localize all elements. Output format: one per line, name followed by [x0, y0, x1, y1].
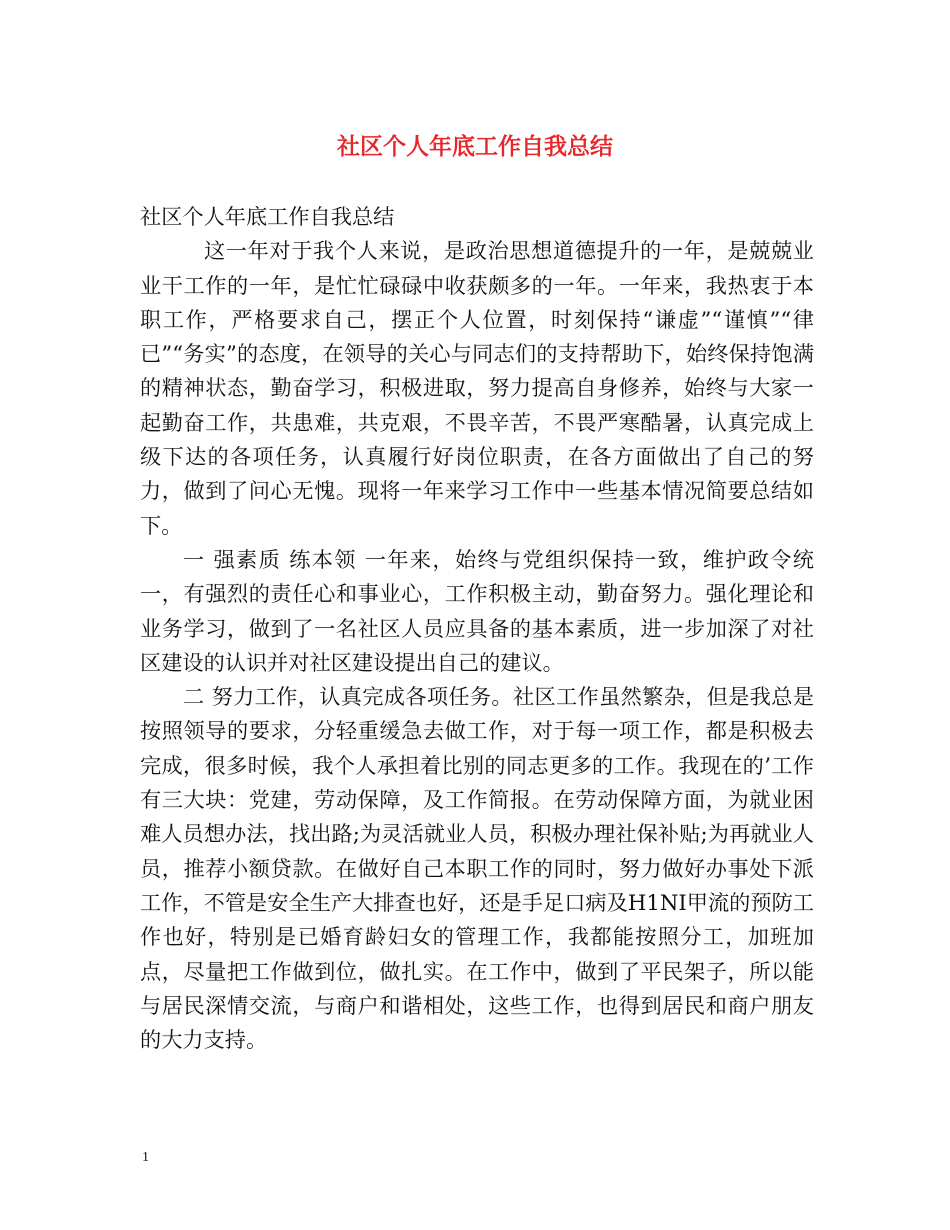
page-number: 1	[142, 1150, 149, 1165]
paragraph-intro: 这一年对于我个人来说，是政治思想道德提升的一年，是兢兢业业干工作的一年，是忙忙碌碌中收获颇多的一年。一年来，我热衷于本职工作，严格要求自己，摆正个人位置，时刻保持“谦虚”“谨慎”“律已”“务实”的态度，在领导的关心与同志们的支持帮助下，始终保持饱满的精神状态，勤奋学习，积极进取，努力提高自身修养，始终与大家一起勤奋工作，共患难，共克艰，不畏辛苦，不畏严寒酷暑，认真完成上级下达的各项任务，认真履行好岗位职责，在各方面做出了自己的努力，做到了问心无愧。现将一年来学习工作中一些基本情况简要总结如下。	[140, 238, 814, 538]
document-body	[140, 200, 814, 1057]
document-title: 社区个人年底工作自我总结	[337, 133, 613, 160]
document-subtitle: 社区个人年底工作自我总结	[140, 204, 395, 229]
paragraph-section-two: 二 努力工作，认真完成各项任务。社区工作虽然繁杂，但是我总是按照领导的要求，分轻重缓急去做工作，对于每一项工作，都是积极去完成，很多时候，我个人承担着比别的同志更多的工作。我现在的’工作有三大块：党建，劳动保障，及工作简报。在劳动保障方面，为就业困难人员想办法，找出路;为灵活就业人员，积极办理社保补贴;为再就业人员，推荐小额贷款。在做好自己本职工作的同时，努力做好办事处下派工作，不管是安全生产大排查也好，还是手足口病及H1NI甲流的预防工作也好，特别是已婚育龄妇女的管理工作，我都能按照分工，加班加点，尽量把工作做到位，做扎实。在工作中，做到了平民架子，所以能与居民深情交流，与商户和谐相处，这些工作，也得到居民和商户朋友的大力支持。	[140, 684, 814, 1053]
paragraph-section-one: 一 强素质 练本领 一年来，始终与党组织保持一致，维护政令统一，有强烈的责任心和事业心，工作积极主动，勤奋努力。强化理论和业务学习，做到了一名社区人员应具备的基本素质，进一步加深了对社区建设的认识并对社区建设提出自己的建议。	[140, 546, 814, 675]
